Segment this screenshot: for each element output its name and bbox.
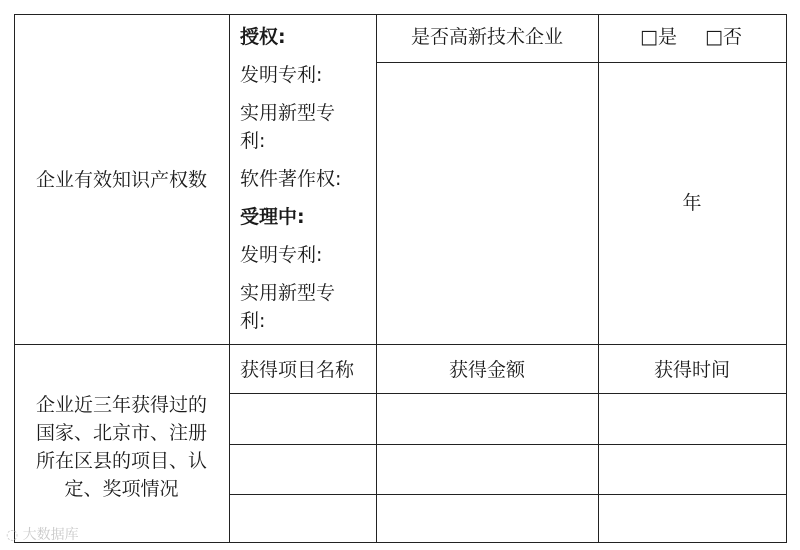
watermark [6, 524, 79, 544]
granted-utility-model: 实用新型专 [240, 102, 336, 124]
checkbox-no[interactable]: □否 [705, 26, 742, 48]
col-project-name: 获得项目名称 [240, 359, 355, 381]
table-rule [376, 62, 786, 63]
table-rule [229, 444, 786, 445]
pending-utility-model: 实用新型专 [240, 282, 336, 304]
award-cell[interactable] [377, 394, 598, 444]
granted-header: 授权: [240, 26, 286, 48]
table-rule [376, 14, 377, 543]
awards-row-label-line-3: 所在区县的项目、认 [35, 450, 207, 472]
ip-row-label: 企业有效知识产权数 [35, 169, 207, 191]
table-rule [229, 14, 230, 543]
table-border-top [14, 14, 786, 15]
awards-row-label-line-2: 国家、北京市、注册 [35, 422, 207, 444]
awards-row-label-line-4: 定、奖项情况 [64, 478, 179, 500]
table-rule [229, 494, 786, 495]
high-tech-label: 是否高新技术企业 [410, 26, 563, 48]
pending-invention-patent: 发明专利: [240, 244, 323, 266]
table-border-bottom [14, 542, 786, 543]
granted-invention-patent: 发明专利: [240, 64, 323, 86]
award-cell[interactable] [599, 394, 786, 444]
pending-utility-model-cont: 利: [240, 310, 266, 332]
col-time: 获得时间 [653, 359, 730, 381]
granted-utility-model-cont: 利: [240, 130, 266, 152]
col-amount: 获得金额 [448, 359, 525, 381]
table-rule [598, 14, 599, 543]
checkbox-yes[interactable]: □是 [640, 26, 677, 48]
granted-software-copyright: 软件著作权: [240, 168, 342, 190]
awards-row-label-line-1: 企业近三年获得过的 [35, 394, 207, 416]
table-rule [14, 344, 786, 345]
year-label: 年 [682, 192, 702, 214]
watermark-logo-icon: ◌ [6, 527, 19, 543]
pending-header: 受理中: [240, 206, 305, 228]
award-cell[interactable] [230, 394, 376, 444]
watermark-text: 大数据库 [22, 527, 79, 543]
table-border-right [786, 14, 787, 543]
